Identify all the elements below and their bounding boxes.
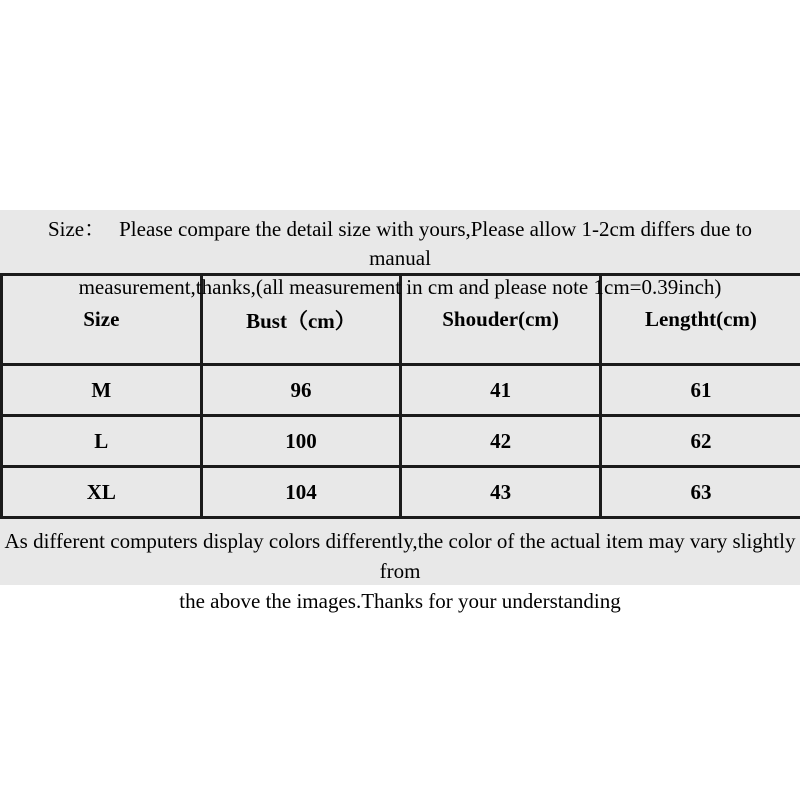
header-cell-size: Size bbox=[2, 275, 202, 365]
header-cell-bust: Bust（cm） bbox=[201, 275, 401, 365]
header-cell-length: Lengtht(cm) bbox=[600, 275, 800, 365]
cell-bust-xl: 104 bbox=[201, 467, 401, 518]
cell-shoulder-m: 41 bbox=[401, 365, 601, 416]
cell-size-l: L bbox=[2, 416, 202, 467]
table-row-m bbox=[2, 365, 800, 416]
color-disclaimer-note bbox=[0, 519, 800, 613]
table-row-l bbox=[2, 416, 800, 467]
cell-bust-l: 100 bbox=[201, 416, 401, 467]
measurement-note-text1: Please compare the detail size with yours,Please allow 1-2cm differs due to manual bbox=[119, 217, 753, 270]
size-chart bbox=[0, 210, 800, 613]
color-disclaimer-line2: the above the images.Thanks for your understanding bbox=[179, 589, 621, 613]
measurement-note-line1 bbox=[28, 215, 772, 273]
header-cell-shoulder: Shouder(cm) bbox=[401, 275, 601, 365]
size-table bbox=[0, 273, 800, 519]
table-row-xl bbox=[2, 467, 800, 518]
cell-shoulder-l: 42 bbox=[401, 416, 601, 467]
cell-shoulder-xl: 43 bbox=[401, 467, 601, 518]
cell-bust-m: 96 bbox=[201, 365, 401, 416]
cell-size-xl: XL bbox=[2, 467, 202, 518]
color-disclaimer-line1: As different computers display colors differently,the color of the actual item may vary slightly from bbox=[4, 529, 796, 583]
size-note-label: Size： bbox=[47, 217, 106, 241]
cell-length-m: 61 bbox=[600, 365, 800, 416]
measurement-note-line2: measurement,thanks,(all measurement in cm and please note 1cm=0.39inch) bbox=[78, 275, 722, 299]
cell-size-m: M bbox=[2, 365, 202, 416]
cell-length-l: 62 bbox=[600, 416, 800, 467]
measurement-note bbox=[0, 210, 800, 299]
cell-length-xl: 63 bbox=[600, 467, 800, 518]
